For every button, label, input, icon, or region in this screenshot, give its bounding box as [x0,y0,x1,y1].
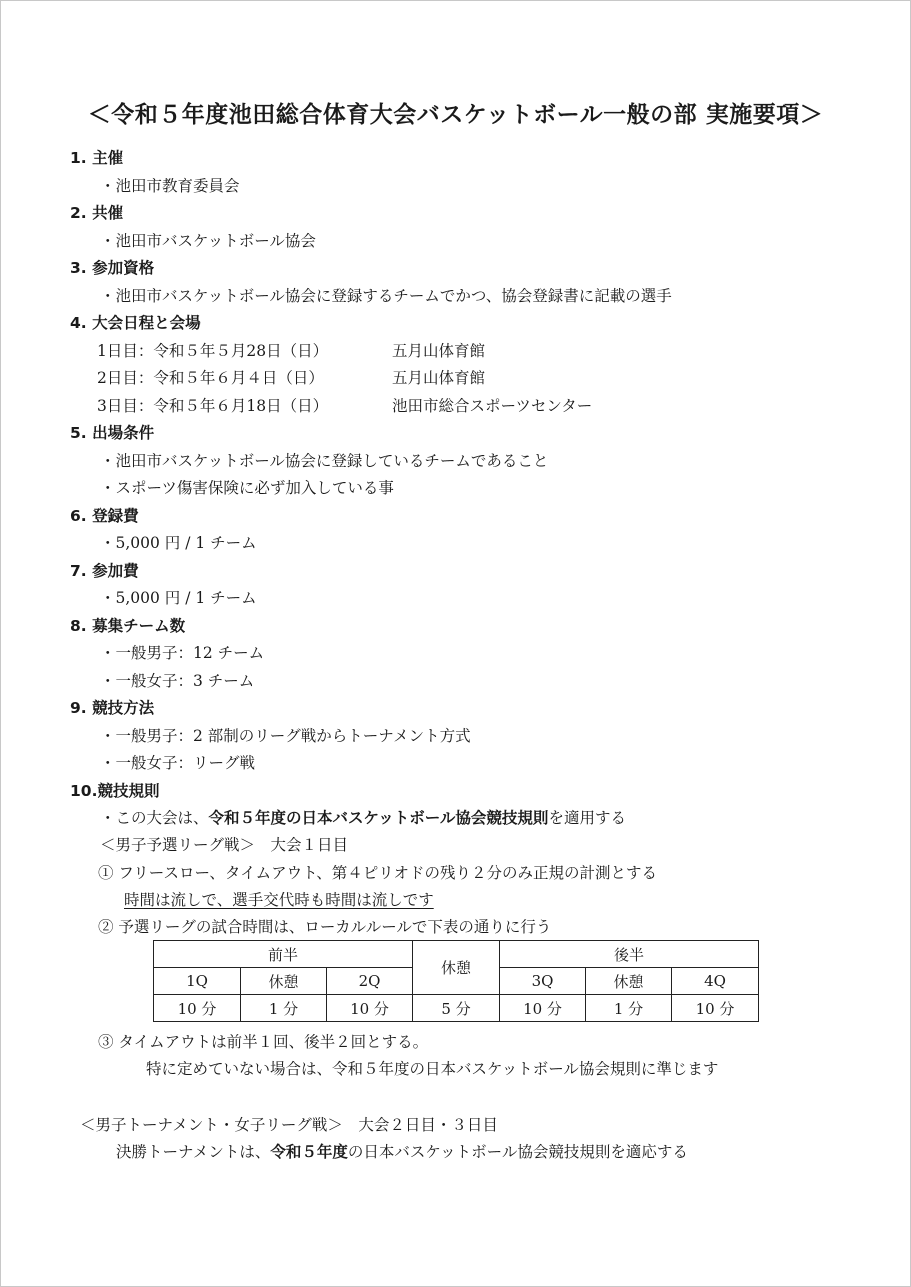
section-6-heading: 6. 登録費 [70,507,139,525]
rules-prefix: ・この大会は、 [100,809,209,827]
tournament-bold: 令和５年度 [270,1143,348,1161]
schedule-day-2: 2日目：令和５年６月４日（日） [97,369,324,387]
section-8-item-2: ・一般女子：3 チーム [100,672,255,690]
schedule-day-1: 1日目：令和５年５月28日（日） [97,342,329,360]
rules-statement [100,806,626,828]
section-8-item-1: ・一般男子：12 チーム [100,644,265,662]
period-cell: 1Q [154,968,241,995]
first-half-header: 前半 [154,941,413,968]
time-cell: 1 分 [241,995,327,1022]
time-cell: 10 分 [327,995,413,1022]
section-4-heading: 4. 大会日程と会場 [70,314,201,332]
schedule-venue-1: 五月山体育館 [392,342,486,360]
section-2-item: ・池田市バスケットボール協会 [100,232,316,250]
section-9-heading: 9. 競技方法 [70,699,155,717]
tournament-prefix: 決勝トーナメントは、 [116,1143,271,1161]
period-cell: 3Q [500,968,586,995]
rules-bold: 令和５年度の日本バスケットボール協会競技規則 [208,809,549,827]
section-2-heading: 2. 共催 [70,204,124,222]
tournament-statement [116,1140,688,1162]
schedule-venue-2: 五月山体育館 [392,369,486,387]
section-5-item-1: ・池田市バスケットボール協会に登録しているチームであること [100,452,549,470]
time-cell: 10 分 [672,995,759,1022]
break-header: 休憩 [413,941,500,995]
schedule-venue-3: 池田市総合スポーツセンター [392,397,593,415]
period-cell: 4Q [672,968,759,995]
section-3-item: ・池田市バスケットボール協会に登録するチームでかつ、協会登録書に記載の選手 [100,287,672,305]
period-cell: 休憩 [241,968,327,995]
tournament-suffix: の日本バスケットボール協会競技規則を適応する [347,1143,688,1161]
section-8-heading: 8. 募集チーム数 [70,617,186,635]
section-3-heading: 3. 参加資格 [70,259,155,277]
league-heading: ＜男子予選リーグ戦＞ 大会１日目 [100,836,349,854]
rules-suffix: を適用する [548,809,626,827]
second-half-header: 後半 [500,941,759,968]
game-time-table [153,940,759,1022]
section-7-item: ・5,000 円 / 1 チーム [100,589,257,607]
rule-point-3-note: 特に定めていない場合は、令和５年度の日本バスケットボール協会規則に準じます [146,1060,719,1078]
period-cell: 休憩 [586,968,672,995]
time-cell: 10 分 [500,995,586,1022]
tournament-heading: ＜男子トーナメント・女子リーグ戦＞ 大会２日目・３日目 [80,1116,498,1134]
section-10-heading: 10.競技規則 [70,782,160,800]
schedule-day-3: 3日目：令和５年６月18日（日） [97,397,329,415]
time-cell: 10 分 [154,995,241,1022]
section-1-item: ・池田市教育委員会 [100,177,240,195]
section-9-item-1: ・一般男子：2 部制のリーグ戦からトーナメント方式 [100,727,471,745]
section-6-item: ・5,000 円 / 1 チーム [100,534,257,552]
section-5-heading: 5. 出場条件 [70,424,155,442]
rule-point-3: ③ タイムアウトは前半１回、後半２回とする。 [98,1033,429,1051]
section-7-heading: 7. 参加費 [70,562,139,580]
period-cell: 2Q [327,968,413,995]
time-cell: 5 分 [413,995,500,1022]
table-row [154,941,759,968]
rule-point-1: ① フリースロー、タイムアウト、第４ピリオドの残り２分のみ正規の計測とする [98,864,658,882]
time-cell: 1 分 [586,995,672,1022]
rule-point-2: ② 予選リーグの試合時間は、ローカルルールで下表の通りに行う [98,918,552,936]
rule-point-1-note: 時間は流しで、選手交代時も時間は流しです [124,891,434,909]
section-9-item-2: ・一般女子：リーグ戦 [100,754,256,772]
document-title: ＜令和５年度池田総合体育大会バスケットボール一般の部 実施要項＞ [87,102,824,128]
table-row [154,995,759,1022]
section-1-heading: 1. 主催 [70,149,124,167]
section-5-item-2: ・スポーツ傷害保険に必ず加入している事 [100,479,394,497]
